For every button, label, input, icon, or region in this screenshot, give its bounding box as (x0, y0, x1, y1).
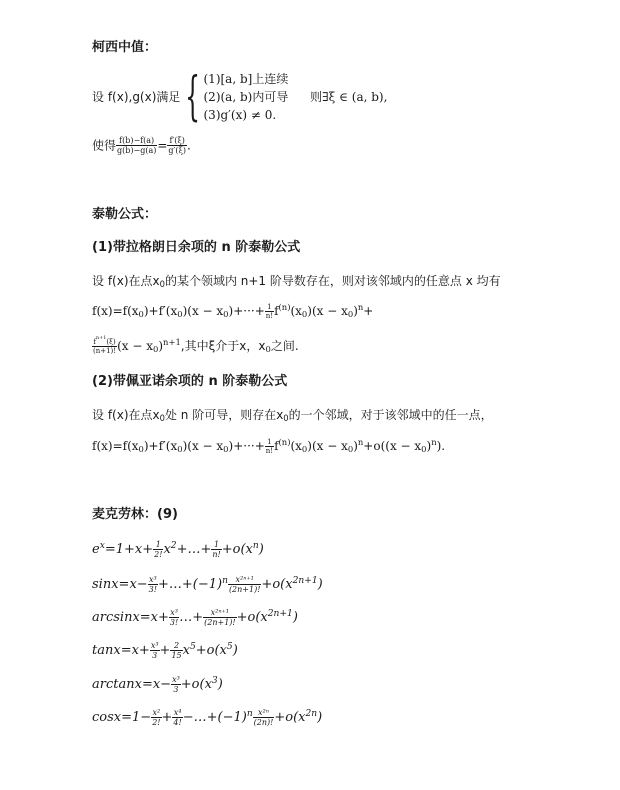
lagrange-remainder-fraction (92, 335, 117, 356)
cauchy-conditions (92, 67, 388, 127)
tan-dsup: 5 (226, 642, 233, 653)
sin-bsup: n (222, 576, 228, 587)
taylor-peano-formula: $f(x)=f(x_0)+f'(x_0)(x - x_0)+\cdot\cdot\cdot+$ $\frac{1}{n!}$ $f^{(n)}(x_0)(x - x_0)^n+o((x - x_0)^n)$. (92, 437, 446, 456)
cauchy-frac-right-denominator: g′(ξ) (168, 146, 186, 156)
sin-a: =x− (118, 577, 148, 593)
maclaurin-arctan (92, 675, 223, 694)
cauchy-title: 柯西中值： (92, 40, 158, 55)
taylor-lagrange-formula-line2: $\frac{f^{n+1}(\xi)}{(n+1)!}$ $(x - x_0)^{n+1}$,其中ξ介于x，$x_0$之间. (93, 335, 299, 356)
pf-sup-n-plain: n (357, 437, 364, 448)
pf-tail-b: ) (426, 439, 432, 454)
arctan-lhs: arctanx (92, 677, 142, 693)
cauchy-condition-3: (3)g′(x) ≠ 0. (203, 108, 277, 122)
arctan-f1n: x³ (172, 675, 180, 684)
pf-b: )+f′(x (143, 439, 178, 454)
rem-num-sup: n+1 (96, 335, 107, 341)
lf1-a: f(x)=f(x (92, 304, 139, 319)
cauchy-exists: 则∃ξ ∈ (a, b), (310, 90, 388, 104)
lf1-c: )(x − x (182, 304, 224, 319)
lf1-frac-den: n! (265, 312, 274, 321)
ex-lhs: e (92, 542, 100, 558)
cos-frac2 (172, 708, 182, 727)
arcsin-c: +o(x (236, 610, 268, 626)
pf-frac-num: 1 (265, 438, 274, 447)
sin-f1n: x³ (148, 575, 157, 584)
arcsin-lhs: arcsinx (92, 610, 140, 626)
pf-tail-a: +o((x − x (363, 439, 422, 454)
cos-d: +o(x (274, 710, 306, 726)
ex-d: +o(x (221, 542, 253, 558)
maclaurin-sin (92, 575, 323, 594)
left-brace-symbol: { (185, 67, 201, 127)
sin-f2d: (2n+1)! (228, 585, 261, 595)
pd-sub1: 0 (159, 413, 165, 423)
taylor-peano-description (92, 407, 493, 423)
pd-sub2: 0 (283, 413, 289, 423)
arctan-f1d: 3 (173, 685, 179, 695)
ex-dsup: n (252, 541, 259, 552)
maclaurin-tan (92, 641, 238, 660)
lf2-sub1: 0 (153, 344, 159, 355)
arcsin-frac2 (203, 608, 237, 627)
cos-lhs: cosx (92, 710, 122, 726)
tan-lhs: tanx (92, 643, 121, 659)
cos-frac3 (253, 708, 275, 727)
cos-dsup: 2n (305, 709, 318, 720)
cauchy-fraction-right (167, 136, 187, 155)
pf-sub1: 0 (138, 444, 144, 455)
sin-frac1 (148, 575, 158, 594)
cauchy-frac-right-numerator: f′(ξ) (167, 136, 187, 146)
pf-sub3: 0 (223, 444, 229, 455)
tan-e: ) (232, 643, 238, 659)
lagrange-desc-a: 设 f(x)在点x (92, 274, 160, 288)
taylor-lagrange-description (92, 273, 501, 289)
sin-csup: 2n+1 (292, 576, 318, 587)
lf1-fraction (265, 303, 274, 320)
pf-sub6: 0 (421, 444, 427, 455)
lf2-a: (x − x (117, 339, 154, 354)
cos-f1n: x² (152, 708, 161, 717)
pf-end: ). (436, 439, 446, 454)
taylor-title: 泰勒公式： (92, 207, 158, 222)
cauchy-result: 使得 $\frac{f(b)-f(a)}{g(b)-g(a)}$ = $\frac{f'(\xi)}{g'(\xi)}$ . (92, 136, 191, 156)
remainder-numerator (92, 335, 117, 347)
cos-f1d: 2! (152, 718, 161, 728)
sin-d: ) (317, 577, 323, 593)
pf-sub5: 0 (347, 444, 354, 455)
cauchy-condition-2: (2)(a, b)内可导 (203, 90, 289, 104)
lf1-f: (x (290, 304, 302, 319)
tan-b: + (159, 643, 171, 659)
pf-frac-den: n! (265, 447, 274, 456)
cauchy-cases (204, 70, 289, 124)
cos-f3d: (2n)! (253, 718, 274, 728)
tan-d: +o(x (195, 643, 227, 659)
lf1-sub5: 0 (347, 309, 354, 320)
lf2-sup: n+1 (163, 337, 181, 348)
lf1-sub1: 0 (138, 309, 144, 320)
arcsin-f1d: 3! (169, 618, 179, 628)
pf-e: f (274, 439, 279, 454)
ex-f2d: n! (212, 550, 221, 560)
cauchy-fraction-left (116, 136, 157, 155)
lf1-e: f (274, 304, 279, 319)
tan-a: =x+ (120, 643, 150, 659)
sin-c: +o(x (261, 577, 293, 593)
cos-f3n: x²ⁿ (253, 708, 275, 718)
rem-num-tail: (ξ) (106, 338, 116, 346)
sin-f1d: 3! (148, 585, 157, 595)
arcsin-b: …+ (179, 610, 204, 626)
sin-f2n: x²ⁿ⁺¹ (228, 575, 262, 585)
remainder-denominator: (n+1)! (93, 347, 117, 356)
arctan-c: ) (217, 677, 223, 693)
peano-desc-b: 处 n 阶可导，则存在x (164, 408, 284, 422)
ex-bsup: 2 (170, 541, 177, 552)
cos-csup: n (246, 709, 253, 720)
ex-sup: x (99, 541, 105, 552)
peano-desc-c: 的一个邻域，对于该邻域中的任一点， (288, 408, 493, 422)
ex-a: =1+x+ (104, 542, 154, 558)
cos-f2d: 4! (173, 718, 182, 728)
pf-d: )+···+ (228, 439, 265, 454)
peano-desc-a: 设 f(x)在点x (92, 408, 160, 422)
lagrange-desc-b: 的某个领域内 n+1 阶导数存在，则对该邻域内的任意点 x 均有 (164, 274, 501, 288)
cos-c: −…+(−1) (182, 710, 247, 726)
cauchy-frac-left-numerator: f(b)−f(a) (116, 136, 157, 146)
lf1-sub2: 0 (177, 309, 183, 320)
cos-e: ) (317, 710, 323, 726)
lf1-sub4: 0 (301, 309, 308, 320)
pf-a: f(x)=f(x (92, 439, 139, 454)
cos-frac1 (151, 708, 161, 727)
lf2-sub2: 0 (265, 344, 271, 355)
ex-frac2 (211, 540, 221, 559)
tan-f2d: 15 (171, 651, 182, 661)
pf-sup-n: (n) (278, 437, 291, 448)
arcsin-d: ) (292, 610, 298, 626)
cauchy-result-lead: 使得 (92, 138, 117, 153)
cos-f2n: x⁴ (173, 708, 182, 717)
arctan-bsup: 3 (211, 676, 218, 687)
ex-b: x (163, 542, 171, 558)
ex-c: +…+ (176, 542, 212, 558)
maclaurin-title: 麦克劳林：(9) (92, 507, 178, 522)
sin-frac2 (228, 575, 262, 594)
taylor-peano-title: (2)带佩亚诺余项的 n 阶泰勒公式 (92, 374, 288, 389)
tan-f2n: 2 (170, 641, 182, 651)
tan-csup: 5 (189, 642, 196, 653)
arcsin-frac1 (169, 608, 179, 627)
lf1-b: )+f′(x (143, 304, 178, 319)
pf-f: (x (290, 439, 302, 454)
lf1-sub3: 0 (223, 309, 229, 320)
arcsin-csup: 2n+1 (267, 609, 293, 620)
pf-sup-n2: n (431, 437, 437, 448)
arctan-frac1 (171, 675, 181, 694)
tan-f1n: x³ (150, 641, 159, 650)
arcsin-a: =x+ (139, 610, 169, 626)
ex-f2n: 1 (211, 540, 221, 550)
pf-sub2: 0 (177, 444, 183, 455)
arcsin-f1n: x³ (170, 608, 178, 617)
taylor-lagrange-formula-line1: $f(x)=f(x_0)+f'(x_0)(x - x_0)+\cdot\cdot\cdot+$ $\frac{1}{n!}$ $f^{(n)}(x_0)(x - x_0)^n+$ (92, 302, 374, 321)
pf-c: )(x − x (182, 439, 224, 454)
tan-c: x (182, 643, 190, 659)
pf-fraction (265, 438, 274, 455)
maclaurin-exp (92, 540, 264, 559)
lf2-c: 之间. (270, 339, 299, 354)
tan-f1d: 3 (152, 651, 158, 661)
lf1-sup-n: (n) (278, 302, 291, 313)
cauchy-frac-left-denominator: g(b)−g(a) (117, 146, 157, 156)
sin-lhs: sinx (92, 577, 119, 593)
ex-f1d: 2! (154, 550, 163, 560)
cauchy-lead: 设 f(x),g(x)满足 (92, 90, 181, 104)
lf2-b: ,其中ξ介于x，x (180, 339, 266, 354)
lf1-sup-n-plain: n (357, 302, 364, 313)
ex-f1n: 1 (153, 540, 163, 550)
rem-num-f: f (93, 338, 96, 346)
subscript-zero: 0 (159, 279, 165, 289)
ex-e: ) (258, 542, 264, 558)
tan-frac2 (170, 641, 182, 660)
arctan-b: +o(x (180, 677, 212, 693)
taylor-lagrange-title: (1)带拉格朗日余项的 n 阶泰勒公式 (92, 240, 301, 255)
lf1-d: )+···+ (228, 304, 265, 319)
pf-g: )(x − x (307, 439, 348, 454)
arcsin-f2d: (2n+1)! (204, 618, 236, 628)
cauchy-end: . (187, 138, 191, 153)
cos-b: + (161, 710, 173, 726)
lf1-g: )(x − x (307, 304, 348, 319)
arcsin-f2n: x²ⁿ⁺¹ (203, 608, 237, 618)
cauchy-condition-1: (1)[a, b]上连续 (203, 72, 289, 86)
tan-frac1 (150, 641, 160, 660)
pf-sub4: 0 (301, 444, 308, 455)
arctan-a: =x− (141, 677, 172, 693)
cos-a: =1− (121, 710, 152, 726)
lf1-h: + (363, 304, 374, 319)
maclaurin-arcsin (92, 608, 298, 627)
lf1-frac-num: 1 (265, 303, 274, 312)
maclaurin-cos (92, 708, 322, 727)
sin-b: +…+(−1) (157, 577, 223, 593)
ex-frac1 (153, 540, 163, 559)
